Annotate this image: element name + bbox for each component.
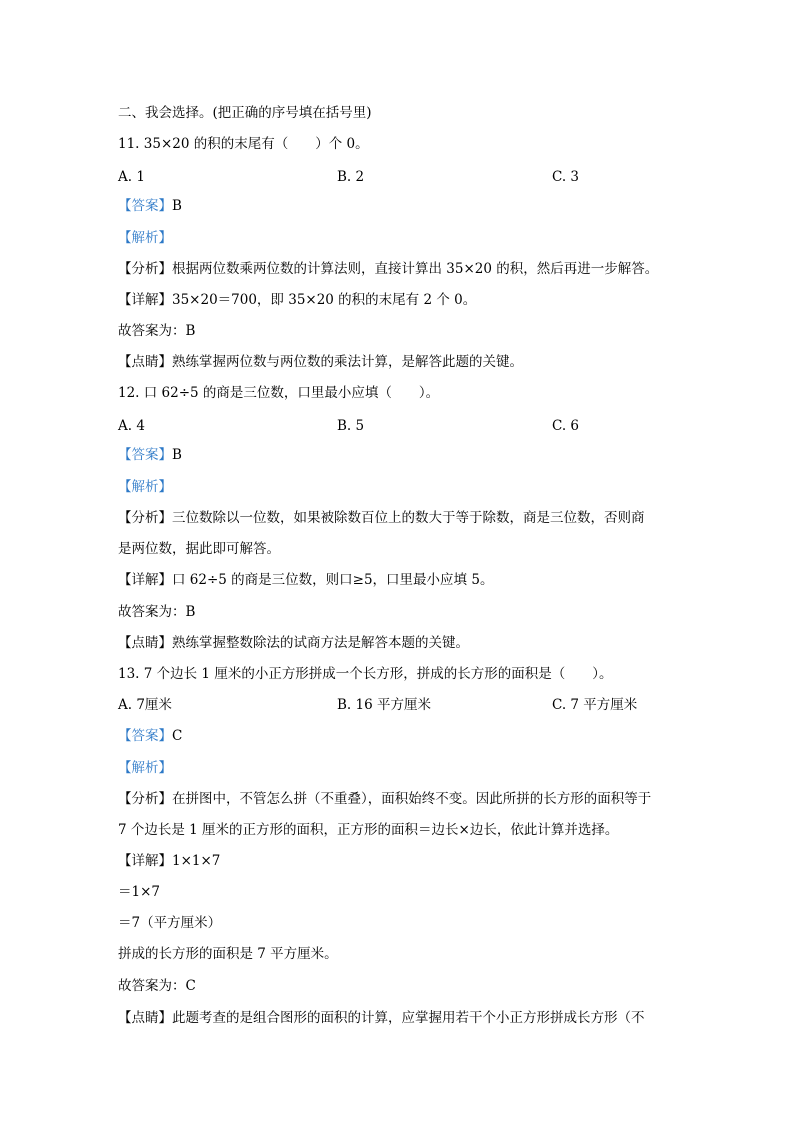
dianjing-tag: 【点睛】 — [118, 635, 172, 651]
q13-analysis-heading — [118, 759, 172, 777]
q13-xiangjie-line-2: ＝1×7 — [118, 884, 160, 900]
dianjing-tag: 【点睛】 — [118, 1010, 172, 1026]
q11-dianjing-text: 熟练掌握两位数与两位数的乘法计算，是解答此题的关键。 — [172, 354, 523, 370]
q12-analysis-heading — [118, 478, 172, 496]
q11-xiangjie-line — [118, 291, 476, 309]
question-12-stem: 12. 口 62÷5 的商是三位数，口里最小应填（ ）。 — [118, 385, 440, 401]
q12-fenxi-line-1 — [118, 509, 645, 527]
q12-option-b: B. 5 — [337, 418, 365, 434]
question-13-stem: 13. 7 个边长 1 厘米的小正方形拼成一个长方形，拼成的长方形的面积是（ ）。 — [118, 666, 613, 682]
xiangjie-tag: 【详解】 — [118, 853, 172, 869]
fenxi-tag: 【分析】 — [118, 261, 172, 277]
analysis-tag: 【解析】 — [118, 479, 172, 495]
q11-conclusion: 故答案为：B — [118, 323, 196, 339]
q13-result: 拼成的长方形的面积是 7 平方厘米。 — [118, 946, 338, 962]
q13-dianjing-line — [118, 1009, 645, 1027]
q13-option-a: A. 7厘米 — [118, 697, 172, 713]
dianjing-tag: 【点睛】 — [118, 354, 172, 370]
q13-dianjing-text: 此题考查的是组合图形的面积的计算，应掌握用若干个小正方形拼成长方形（不 — [172, 1010, 645, 1026]
q11-fenxi-line — [118, 260, 658, 278]
q12-xiangjie-line — [118, 571, 493, 589]
q12-answer-value: B — [172, 447, 182, 463]
section-title: 二、我会选择。(把正确的序号填在括号里) — [118, 105, 372, 121]
q11-option-c: C. 3 — [552, 169, 580, 185]
q12-option-c: C. 6 — [552, 418, 580, 434]
q13-xiangjie-text-1: 1×1×7 — [172, 853, 221, 869]
xiangjie-tag: 【详解】 — [118, 292, 172, 308]
q11-answer-line — [118, 197, 182, 215]
q12-dianjing-text: 熟练掌握整数除法的试商方法是解答本题的关键。 — [172, 635, 469, 651]
q11-analysis-heading — [118, 229, 172, 247]
q11-answer-value: B — [172, 198, 182, 214]
q13-option-b: B. 16 平方厘米 — [337, 697, 431, 713]
answer-tag: 【答案】 — [118, 198, 172, 214]
q12-fenxi-text-1: 三位数除以一位数，如果被除数百位上的数大于等于除数，商是三位数，否则商 — [172, 510, 645, 526]
fenxi-tag: 【分析】 — [118, 791, 172, 807]
q13-fenxi-text-1: 在拼图中，不管怎么拼（不重叠），面积始终不变。因此所拼的长方形的面积等于 — [172, 791, 652, 807]
question-11-stem: 11. 35×20 的积的末尾有（ ）个 0。 — [118, 136, 369, 152]
q13-answer-line — [118, 727, 182, 745]
q13-answer-value: C — [172, 728, 183, 744]
answer-tag: 【答案】 — [118, 447, 172, 463]
q13-conclusion: 故答案为：C — [118, 978, 196, 994]
q11-fenxi-text: 根据两位数乘两位数的计算法则，直接计算出 35×20 的积，然后再进一步解答。 — [172, 261, 659, 277]
q12-answer-line — [118, 446, 182, 464]
q11-dianjing-line — [118, 353, 523, 371]
xiangjie-tag: 【详解】 — [118, 572, 172, 588]
q12-dianjing-line — [118, 634, 469, 652]
q13-option-c: C. 7 平方厘米 — [552, 697, 638, 713]
analysis-tag: 【解析】 — [118, 230, 172, 246]
answer-tag: 【答案】 — [118, 728, 172, 744]
q12-fenxi-line-2: 是两位数，据此即可解答。 — [118, 541, 280, 557]
q12-conclusion: 故答案为：B — [118, 604, 196, 620]
q11-xiangjie-text: 35×20＝700，即 35×20 的积的末尾有 2 个 0。 — [172, 292, 477, 308]
fenxi-tag: 【分析】 — [118, 510, 172, 526]
q12-xiangjie-text: 口 62÷5 的商是三位数，则口≥5，口里最小应填 5。 — [172, 572, 494, 588]
q12-option-a: A. 4 — [118, 418, 145, 434]
q13-fenxi-line-1 — [118, 790, 651, 808]
q13-fenxi-line-2: 7 个边长是 1 厘米的正方形的面积，正方形的面积＝边长×边长，依此计算并选择。 — [118, 822, 619, 838]
q11-option-a: A. 1 — [118, 169, 145, 185]
analysis-tag: 【解析】 — [118, 760, 172, 776]
q11-option-b: B. 2 — [337, 169, 365, 185]
q13-xiangjie-line-1 — [118, 852, 220, 870]
q13-xiangjie-line-3: ＝7（平方厘米） — [118, 915, 222, 931]
